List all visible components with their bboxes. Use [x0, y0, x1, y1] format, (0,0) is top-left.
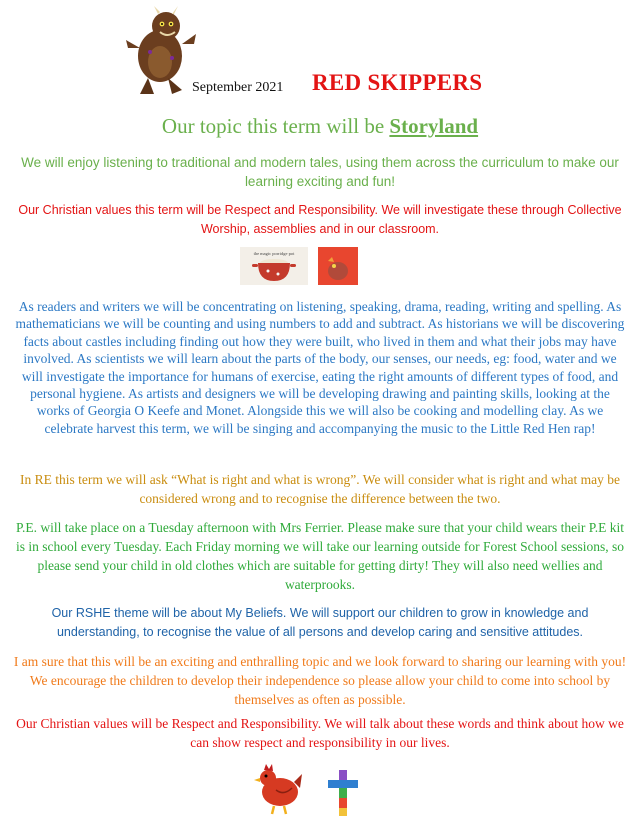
porridge-pot-image [240, 247, 308, 285]
class-name-heading: RED SKIPPERS [312, 70, 483, 95]
gruffalo-illustration [120, 4, 198, 96]
intro-paragraph: We will enjoy listening to traditional and modern tales, using them across the curriculum to make our learning exciting and fun! [21, 155, 619, 189]
curriculum-paragraph: As readers and writers we will be concentrating on listening, speaking, drama, reading, writing and spelling. As mathematicians we will be counting and using numbers to add and subtract. As historians we will be discovering facts about castles including finding out how they were built, who lived in them and what their jobs may have involved. As scientists we will learn about the parts of the body, our senses, our needs, eg: food, water and we will investigate the importance for humans of exercise, eating the right amounts of different types of food, and personal hygiene. As artists and designers we will be developing drawing and painting skills, looking at the works of Georgia O Keefe and Monet. Alongside this we will also be cooking and modelling clay. As we celebrate harvest this term, we will be singing and accompanying the music to the Little Red Hen rap! [15, 299, 625, 436]
christian-values-paragraph: Our Christian values will be Respect and Responsibility. We will talk about these words and think about how we can show respect and responsibility in our lives. [16, 716, 624, 750]
pot-caption: the magic porridge pot [253, 251, 295, 256]
red-hen-illustration [254, 760, 304, 816]
topic-prefix: Our topic this term will be [161, 114, 390, 138]
topic-heading [0, 114, 640, 139]
closing-paragraph: I am sure that this will be an exciting and enthralling topic and we look forward to sharing our learning with you! We encourage the children to develop their independence so please allow your child to come into school by themselves as often as possible. [13, 654, 627, 707]
newsletter-date: September 2021 [192, 80, 284, 95]
little-red-hen-book-image [318, 247, 358, 285]
values-paragraph: Our Christian values this term will be Respect and Responsibility. We will investigate these through Collective Worship, assemblies and in our classroom. [18, 203, 622, 236]
pe-paragraph: P.E. will take place on a Tuesday afternoon with Mrs Ferrier. Please make sure that your child wears their P.E kit is in school every Tuesday. Each Friday morning we will take our learning outside for Forest School sessions, so please send your child in old clothes which are suitable for getting dirty! They will also need wellies and waterprooks. [15, 520, 625, 592]
cross-illustration [328, 770, 358, 816]
topic-name: Storyland [389, 114, 479, 138]
re-paragraph: In RE this term we will ask “What is right and what is wrong”. We will consider what is right and what may be considered wrong and to recognise the difference between the two. [19, 472, 621, 506]
rshe-paragraph: Our RSHE theme will be about My Beliefs. We will support our children to grow in knowledge and understanding, to recognise the value of all persons and develop caring and sensitive attitudes. [51, 606, 589, 639]
